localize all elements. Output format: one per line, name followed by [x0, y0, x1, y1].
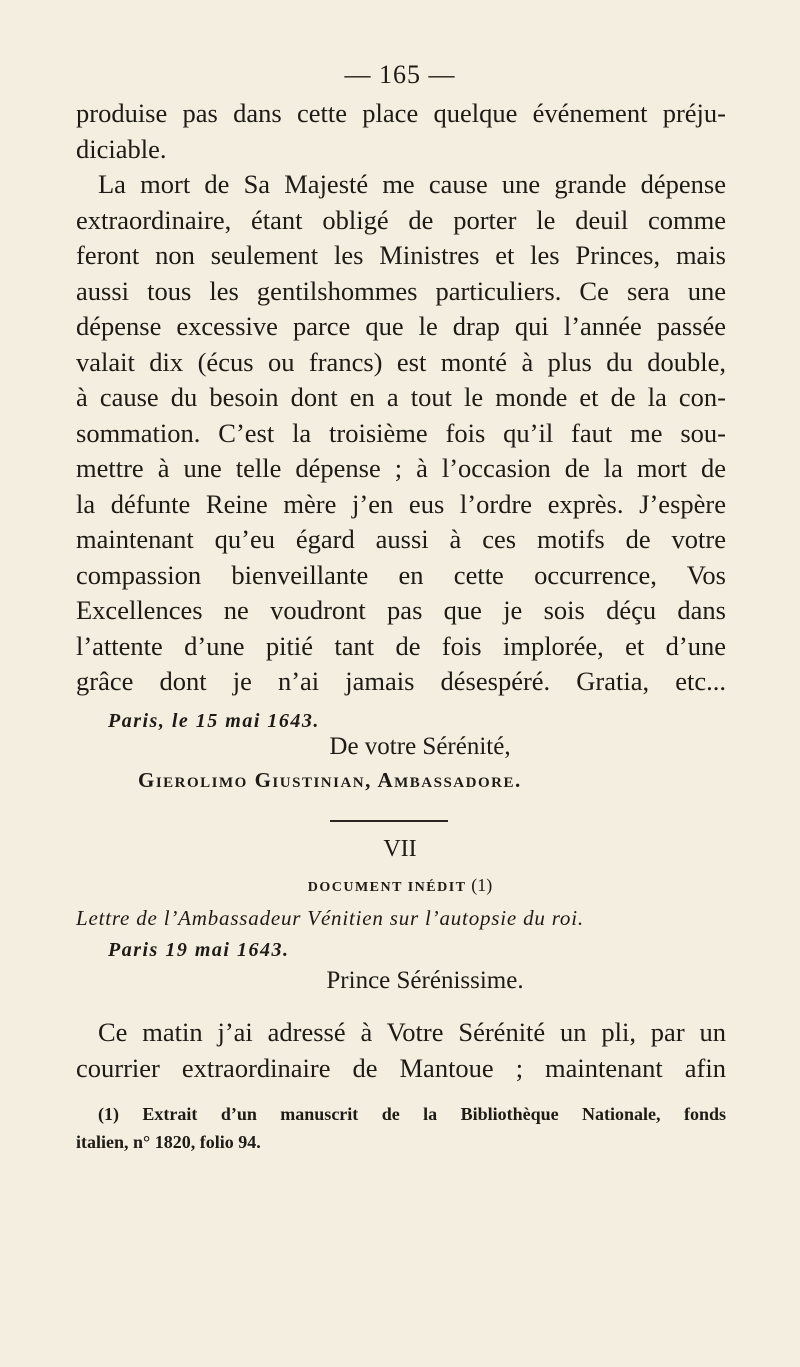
text-line: grâce dont je n’ai jamais désespéré. Gratia, etc...: [76, 666, 726, 696]
letter-body: [76, 96, 726, 700]
section-number: VII: [383, 836, 417, 862]
footnote-line: italien, n° 1820, folio 94.: [76, 1132, 261, 1152]
text-line: feront non seulement les Ministres et les Princes, mais: [76, 240, 726, 270]
text-line: La mort de Sa Majesté me cause une grande dépense: [98, 169, 726, 199]
text-line: Excellences ne voudront pas que je sois déçu dans: [76, 595, 726, 625]
text-line: extraordinaire, étant obligé de porter le deuil comme: [76, 204, 726, 235]
text-line: à cause du besoin dont en a tout le monde et de la con-: [76, 382, 726, 412]
text-line: mettre à une telle dépense ; à l’occasion de la mort de: [76, 453, 726, 483]
text-line: sommation. C’est la troisième fois qu’il faut me sou-: [76, 417, 726, 448]
page-number: — 165 —: [344, 60, 456, 89]
footnote-line: (1) Extrait d’un manuscrit de la Bibliothèque Nationale, fonds: [98, 1104, 726, 1124]
text-line: produise pas dans cette place quelque événement préju-: [76, 98, 726, 128]
text-line: diciable.: [76, 133, 167, 164]
text-line: la défunte Reine mère j’en eus l’ordre exprès. J’espère: [76, 488, 726, 519]
text-line: dépense excessive parce que le drap qui l’année passée: [76, 311, 726, 341]
text-line: compassion bienveillante en cette occurrence, Vos: [76, 559, 726, 590]
footnote: [76, 1100, 726, 1156]
letter-date: Paris, le 15 mai 1643.: [108, 710, 320, 732]
second-letter-body: [76, 1015, 726, 1086]
text-line: valait dix (écus ou francs) est monté à plus du double,: [76, 346, 726, 377]
salutation: Prince Sérénissime.: [326, 967, 524, 994]
text-line: Ce matin j’ai adressé à Votre Sérénité un pli, par un: [98, 1017, 726, 1047]
document-label-line: [0, 875, 800, 896]
text-line: aussi tous les gentilshommes particuliers. Ce sera une: [76, 275, 726, 306]
letter-signature: Gierolimo Giustinian, Ambassadore.: [138, 768, 522, 792]
document-title: Lettre de l’Ambassadeur Vénitien sur l’autopsie du roi.: [76, 906, 584, 930]
footnote-mark: (1): [471, 875, 493, 895]
text-line: maintenant qu’eu égard aussi à ces motifs de votre: [76, 524, 726, 554]
letter-closing: De votre Sérénité,: [329, 733, 511, 760]
document-date: Paris 19 mai 1643.: [108, 939, 290, 961]
section-divider: [330, 820, 448, 822]
text-line: l’attente d’une pitié tant de fois implorée, et d’une: [76, 630, 726, 661]
document-label: DOCUMENT INÉDIT: [307, 880, 467, 895]
text-line: courrier extraordinaire de Mantoue ; maintenant afin: [76, 1052, 726, 1083]
